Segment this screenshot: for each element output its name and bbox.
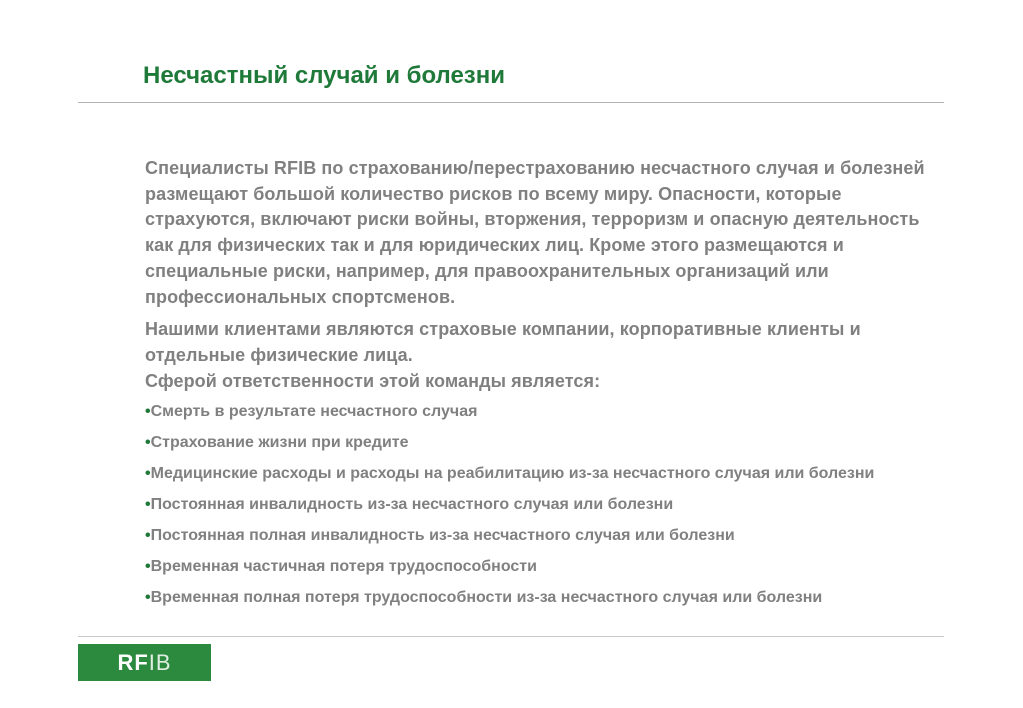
slide-title: Несчастный случай и болезни — [143, 62, 505, 89]
scope-heading: Сферой ответственности этой команды является: — [145, 370, 601, 391]
list-item: •Постоянная инвалидность из-за несчастного случая или болезни — [145, 496, 674, 514]
logo-text: RFIB — [117, 649, 172, 675]
clients-text: Нашими клиентами являются страховые компании, корпоративные клиенты и отдельные физические лица. — [145, 319, 861, 365]
bullet-icon: • — [145, 527, 151, 545]
bullet-icon: • — [145, 434, 151, 452]
footer-divider — [78, 636, 944, 637]
bullet-icon: • — [145, 589, 151, 607]
list-item: •Страхование жизни при кредите — [145, 434, 409, 452]
list-item: •Постоянная полная инвалидность из-за несчастного случая или болезни — [145, 527, 735, 545]
list-item: •Смерть в результате несчастного случая — [145, 403, 478, 421]
responsibility-list — [145, 401, 945, 609]
slide-body — [145, 156, 945, 618]
intro-paragraph: Специалисты RFIB по страхованию/перестрахованию несчастного случая и болезней размещают большой количество рисков по всему миру. Опасности, которые страхуются, включают риски войны, вторжения, терроризм и опасную деятельность как для физических так и для юридических лиц. Кроме этого размещаются и специальные риски, например, для правоохранительных организаций или профессиональных спортсменов. — [145, 158, 925, 307]
rfib-logo — [78, 644, 211, 681]
title-divider — [78, 102, 944, 103]
bullet-icon: • — [145, 558, 151, 576]
bullet-icon: • — [145, 496, 151, 514]
bullet-icon: • — [145, 403, 151, 421]
bullet-icon: • — [145, 465, 151, 483]
list-item: •Временная полная потеря трудоспособности из-за несчастного случая или болезни — [145, 589, 823, 607]
list-item: •Временная частичная потеря трудоспособности — [145, 558, 537, 576]
clients-paragraph — [145, 317, 945, 394]
list-item: •Медицинские расходы и расходы на реабилитацию из-за несчастного случая или болезни — [145, 465, 875, 483]
